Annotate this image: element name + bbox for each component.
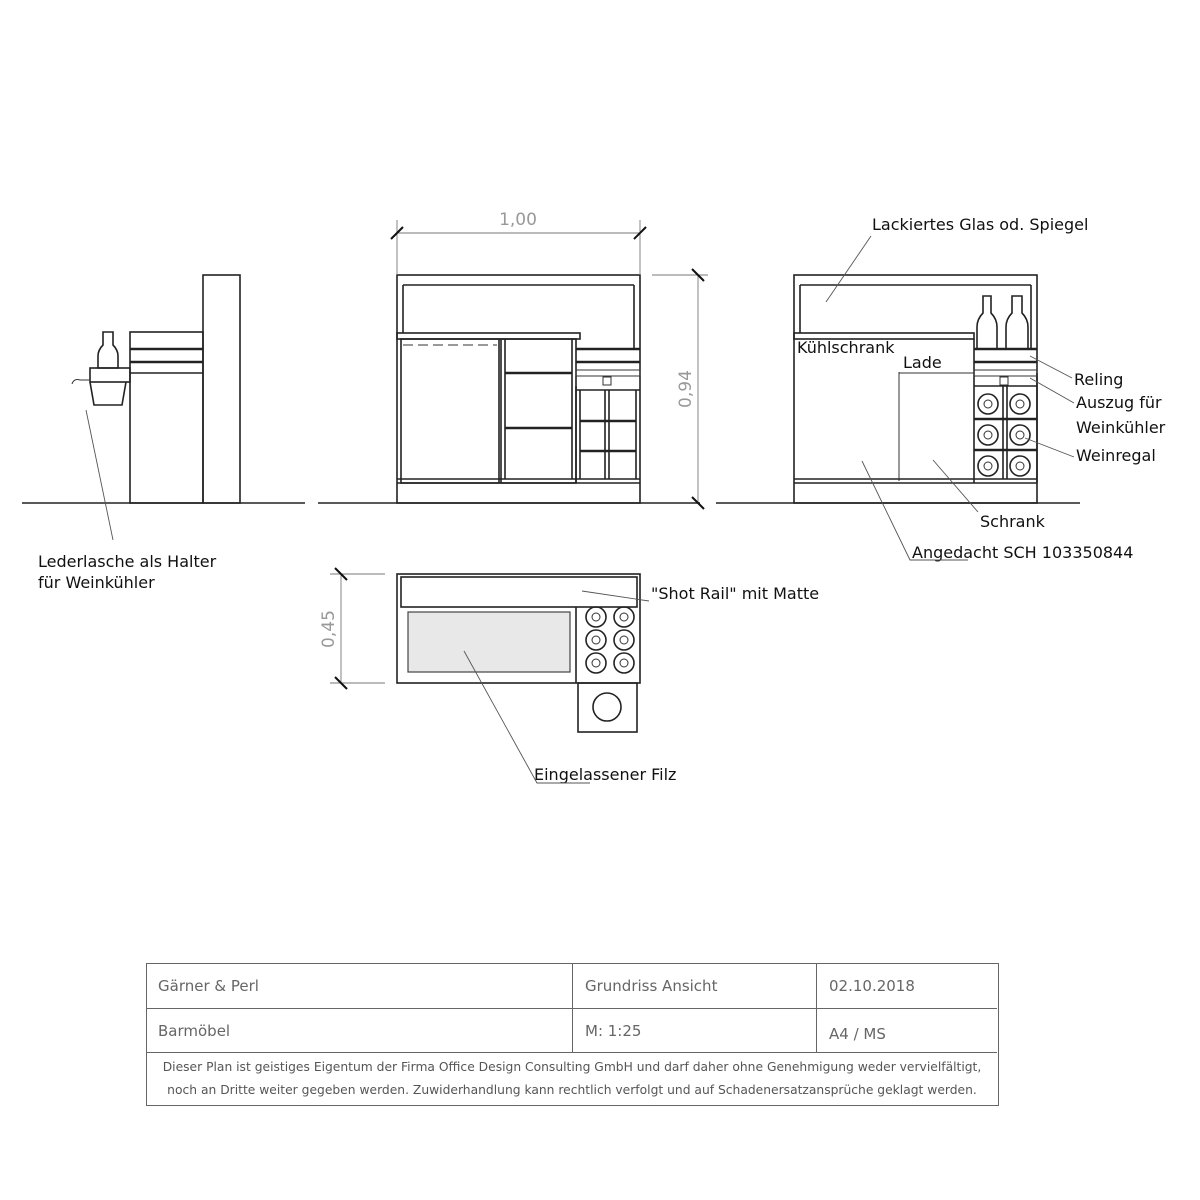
- back-rack-bottles: [978, 394, 1030, 476]
- side-cooler-holder: [90, 368, 130, 382]
- lederlasche-label-1: Lederlasche als Halter: [38, 552, 217, 571]
- width-dimension-label: 1,00: [499, 210, 537, 230]
- front-outer-frame: [397, 275, 640, 503]
- copyright-note: [147, 1054, 997, 1107]
- schrank-label: Schrank: [980, 512, 1045, 531]
- plan-wine-cooler-drawer: [578, 683, 637, 732]
- lackiertes-glas-label: Lackiertes Glas od. Spiegel: [872, 215, 1089, 234]
- reling-label: Reling: [1074, 370, 1124, 389]
- side-cabinet: [130, 332, 203, 503]
- depth-dimension-label: 0,45: [319, 610, 339, 648]
- lackiertes-glas-leader: [826, 236, 871, 302]
- side-wine-cooler: [90, 382, 126, 405]
- lederlasche-leader: [86, 410, 113, 540]
- side-back-panel: [203, 275, 240, 503]
- title-block: [146, 963, 999, 1106]
- shot-rail-label: "Shot Rail" mit Matte: [651, 584, 820, 603]
- title-block-col-divider-1: [572, 964, 573, 1052]
- angedacht-label: Angedacht SCH 103350844: [912, 543, 1134, 562]
- front-drawer-handle: [603, 377, 611, 385]
- front-view: [318, 210, 708, 509]
- weinregal-label: Weinregal: [1076, 446, 1156, 465]
- title-object: Barmöbel: [158, 1021, 231, 1040]
- back-view: [716, 215, 1166, 562]
- lederlasche-label-2: für Weinkühler: [38, 573, 155, 592]
- auszug-label-2: Weinkühler: [1076, 418, 1166, 437]
- side-view: [22, 275, 305, 592]
- front-fridge: [401, 339, 499, 483]
- plan-wine-cooler: [593, 693, 621, 721]
- copyright-note-line-1: Dieser Plan ist geistiges Eigentum der Firma Office Design Consulting GmbH und darf daher ohne Genehmigung weder vervielfältigt,: [162, 1060, 982, 1074]
- copyright-note-line-2: noch an Dritte weiter gegeben werden. Zuwiderhandlung kann rechtlich verfolgt und auf Schadenersatzansprüche geklagt werden.: [167, 1083, 977, 1097]
- title-scale: M: 1:25: [585, 1021, 642, 1040]
- front-wine-drawer: [576, 370, 640, 376]
- back-drawer-handle: [1000, 377, 1008, 385]
- back-bottle-2: [1006, 296, 1028, 349]
- back-outer-frame: [794, 275, 1037, 503]
- plan-felt-inlay: [408, 612, 570, 672]
- shot-rail-leader: [582, 591, 649, 601]
- auszug-label-1: Auszug für: [1076, 393, 1162, 412]
- height-dimension-label: 0,94: [676, 370, 696, 408]
- filz-label: Eingelassener Filz: [534, 765, 677, 784]
- front-counter-top: [397, 333, 580, 339]
- plan-view: [319, 568, 819, 784]
- title-format: A4 / MS: [829, 1024, 886, 1043]
- front-shelf-unit: [501, 339, 576, 483]
- title-block-col-divider-2: [816, 964, 817, 1052]
- back-wine-drawer: [974, 370, 1037, 376]
- side-leather-strap: [72, 380, 90, 385]
- schrank-leader: [933, 460, 978, 512]
- title-company: Gärner & Perl: [158, 977, 259, 995]
- title-date: 02.10.2018: [829, 977, 915, 995]
- weinregal-leader: [1025, 438, 1074, 457]
- plan-shot-rail: [401, 577, 637, 607]
- plan-rack-bottles: [586, 607, 634, 673]
- side-bottle: [98, 332, 118, 368]
- lade-label: Lade: [903, 353, 942, 372]
- back-bottle-1: [977, 296, 997, 349]
- title-view: Grundriss Ansicht: [585, 977, 718, 995]
- kuehlschrank-label: Kühlschrank: [797, 338, 895, 357]
